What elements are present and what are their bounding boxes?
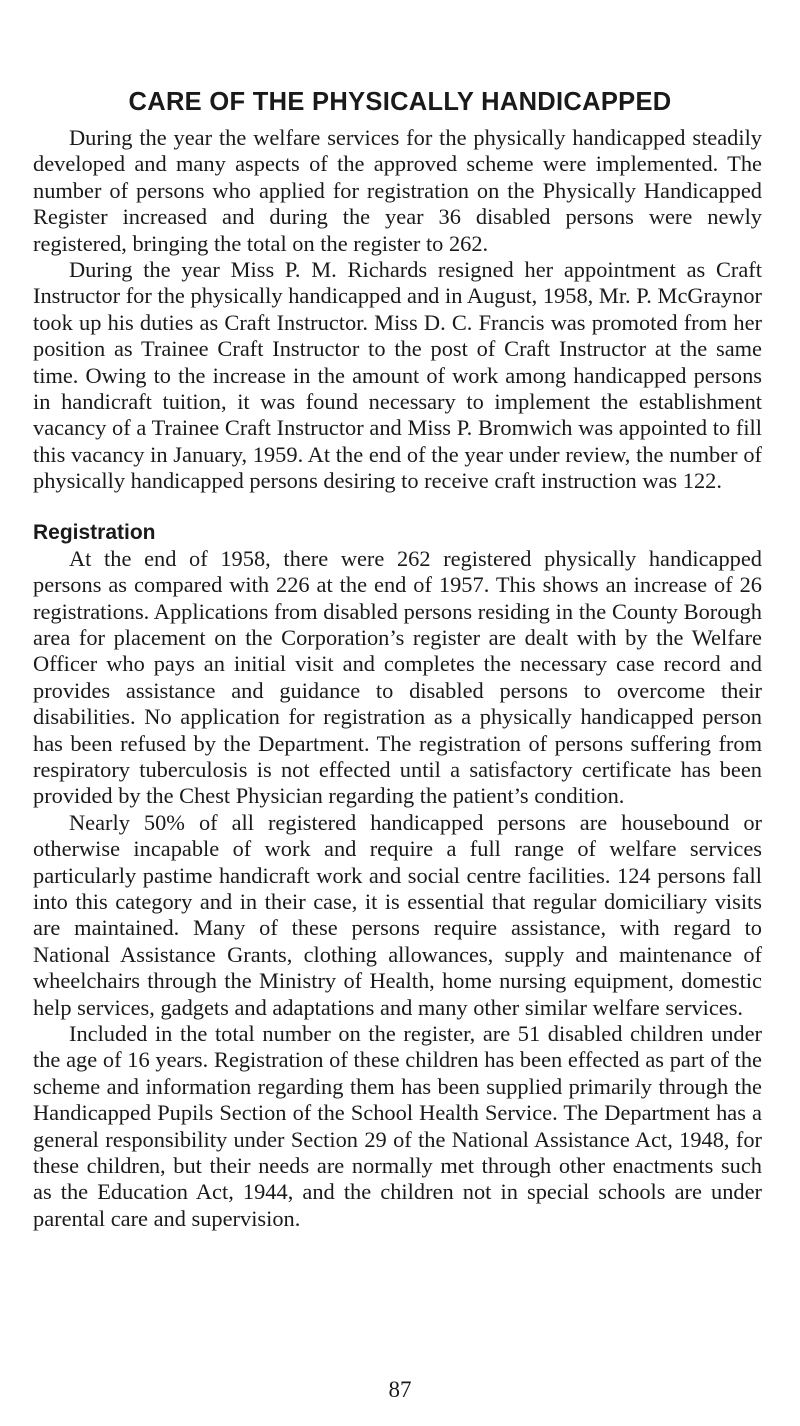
section-heading-registration: Registration [33, 520, 156, 544]
paragraph-registration-totals: At the end of 1958, there were 262 registered physically handicapped persons as compared with 226 at the end of 1957. This shows an increase of 26 registrations. Applications from disabled persons residing in the County Borough area for placement on the Corporation’s register are dealt with by the Welfare Officer who pays an initial visit and completes the necessary case record and provides assistance and guidance to disabled persons to overcome their disabilities. No application for registration as a physically handicapped person has been refused by the Department. The registration of persons suffering from respiratory tuberculosis is not effected until a satisfactory certificate has been provided by the Chest Physician regarding the patient’s condition. [33, 545, 762, 809]
paragraph-housebound-persons: Nearly 50% of all registered handicapped persons are housebound or otherwise incapable of work and require a full range of welfare services particularly pastime handicraft work and social centre facilities. 124 persons fall into this category and in their case, it is essential that regular domiciliary visits are maintained. Many of these persons require assistance, with regard to National Assistance Grants, clothing allowances, supply and maintenance of wheelchairs through the Ministry of Health, home nursing equipment, domestic help services, gadgets and adaptations and many other similar welfare services. [33, 809, 762, 1020]
body-text [33, 125, 762, 1232]
paragraph-welfare-services: During the year the welfare services for the physically handicapped steadily developed and many aspects of the approved scheme were implemented. The number of persons who applied for registration on the Physically Handicapped Register increased and during the year 36 disabled persons were newly registered, bringing the total on the register to 262. [33, 125, 762, 256]
page-title: CARE OF THE PHYSICALLY HANDICAPPED [128, 88, 672, 116]
paragraph-disabled-children: Included in the total number on the register, are 51 disabled children under the age of 16 years. Registration of these children has been effected as part of the scheme and information regarding them has been supplied primarily through the Handicapped Pupils Section of the School Health Service. The Department has a general responsibility under Section 29 of the National Assistance Act, 1948, for these children, but their needs are normally met through other enactments such as the Education Act, 1944, and the children not in special schools are under parental care and supervision. [33, 1021, 762, 1231]
page-number: 87 [388, 1377, 412, 1402]
paragraph-craft-instructors: During the year Miss P. M. Richards resigned her appointment as Craft Instructor for the physically handicapped and in August, 1958, Mr. P. McGraynor took up his duties as Craft Instructor. Miss D. C. Francis was promoted from her position as Trainee Craft Instructor to the post of Craft Instructor at the same time. Owing to the increase in the amount of work among handicapped persons in handicraft tuition, it was found necessary to implement the establishment vacancy of a Trainee Craft Instructor and Miss P. Bromwich was appointed to fill this vacancy in January, 1959. At the end of the year under review, the number of physically handicapped persons desiring to receive craft instruction was 122. [33, 257, 762, 494]
